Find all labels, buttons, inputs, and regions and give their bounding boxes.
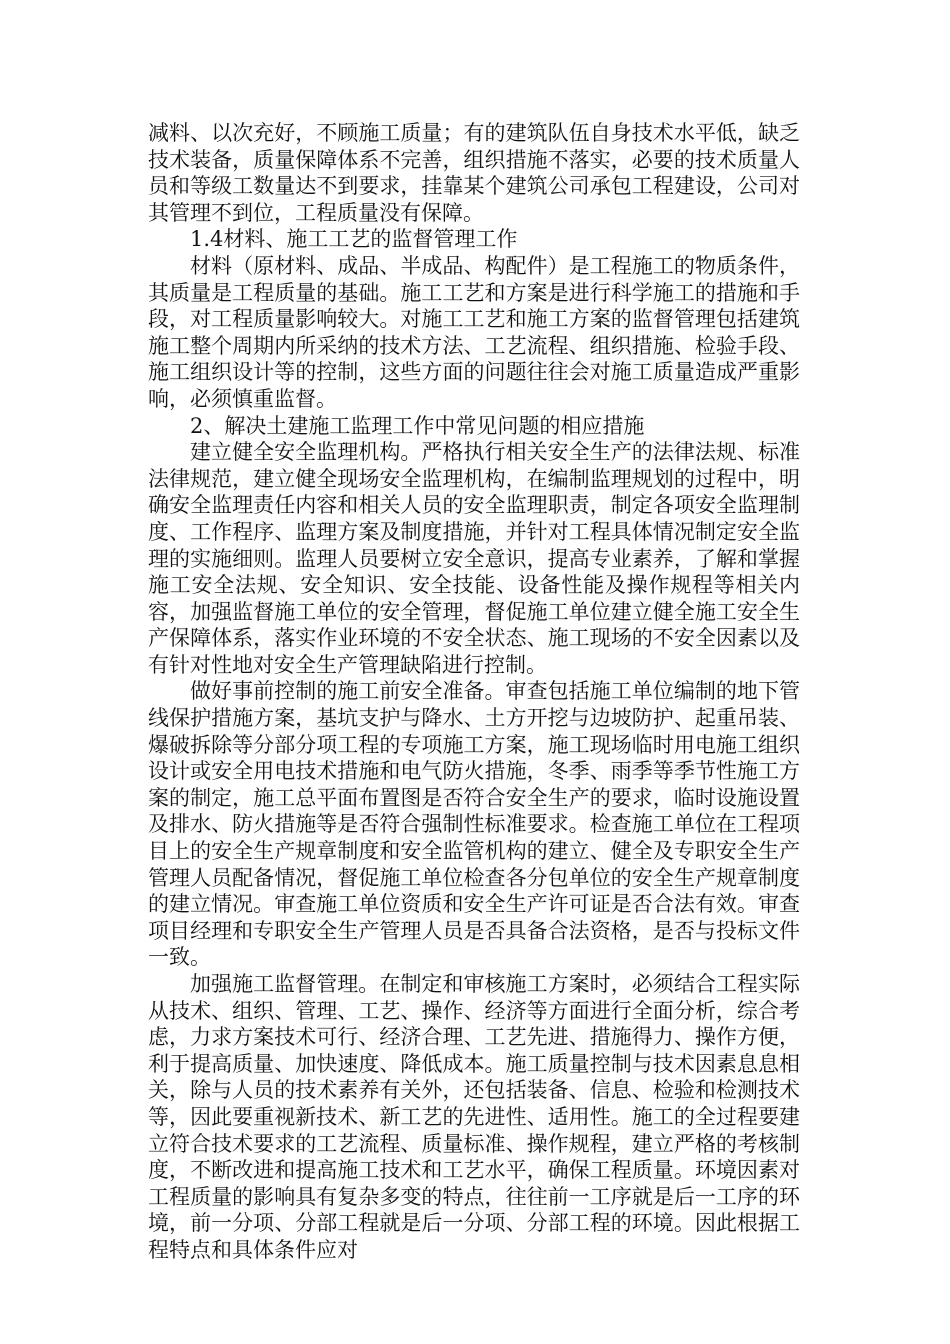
- paragraph-supervision: 加强施工监督管理。在制定和审核施工方案时，必须结合工程实际从技术、组织、管理、工艺、操作、经济等方面进行全面分析，综合考虑，力求方案技术可行、经济合理、工艺先进、措施得力、操作方便，利于提高质量、加快速度、降低成本。施工质量控制与技术因素息息相关，除与人员的技术素养有关外，还包括装备、信息、检验和检测技术等，因此要重视新技术、新工艺的先进性、适用性。施工的全过程要建立符合技术要求的工艺流程、质量标准、操作规程，建立严格的考核制度，不断改进和提高施工技术和工艺水平，确保工程质量。环境因素对工程质量的影响具有复杂多变的特点，往往前一工序就是后一工序的环境，前一分项、分部工程就是后一分项、分部工程的环境。因此根据工程特点和具体条件应对: [148, 972, 800, 1262]
- paragraph-continuation: 减料、以次充好，不顾施工质量；有的建筑队伍自身技术水平低，缺乏技术装备，质量保障体系不完善，组织措施不落实，必要的技术质量人员和等级工数量达不到要求，挂靠某个建筑公司承包工程建设，公司对其管理不到位，工程质量没有保障。: [148, 121, 800, 225]
- paragraph-materials: 材料（原材料、成品、半成品、构配件）是工程施工的物质条件，其质量是工程质量的基础。施工工艺和方案是进行科学施工的措施和手段，对工程质量影响较大。对施工工艺和施工方案的监督管理包括建筑施工整个周期内所采纳的技术方法、工艺流程、组织措施、检验手段、施工组织设计等的控制，这些方面的问题往往会对施工质量造成严重影响，必须慎重监督。: [148, 253, 800, 411]
- section-heading-1-4: 1.4材料、施工工艺的监督管理工作: [190, 227, 518, 252]
- paragraph-safety-organization: 建立健全安全监理机构。严格执行相关安全生产的法律法规、标准法律规范，建立健全现场安全监理机构，在编制监理规划的过程中，明确安全监理责任内容和相关人员的安全监理职责，制定各项安全监理制度、工作程序、监理方案及制度措施，并针对工程具体情况制定安全监理的实施细则。监理人员要树立安全意识，提高专业素养，了解和掌握施工安全法规、安全知识、安全技能、设备性能及操作规程等相关内容，加强监督施工单位的安全管理，督促施工单位建立健全施工安全生产保障体系，落实作业环境的不安全状态、施工现场的不安全因素以及有针对性地对安全生产管理缺陷进行控制。: [148, 440, 800, 677]
- section-heading-2: 2、解决土建施工监理工作中常见问题的相应措施: [190, 413, 645, 438]
- document-page: [148, 120, 800, 1264]
- paragraph-pre-construction: 做好事前控制的施工前安全准备。审查包括施工单位编制的地下管线保护措施方案，基坑支护与降水、土方开挖与边坡防护、起重吊装、爆破拆除等分部分项工程的专项施工方案，施工现场临时用电施工组织设计或安全用电技术措施和电气防火措施，冬季、雨季等季节性施工方案的制定，施工总平面布置图是否符合安全生产的要求，临时设施设置及排水、防火措施等是否符合强制性标准要求。检查施工单位在工程项目上的安全生产规章制度和安全监管机构的建立、健全及专职安全生产管理人员配备情况，督促施工单位检查各分包单位的安全生产规章制度的建立情况。审查施工单位资质和安全生产许可证是否合法有效。审查项目经理和专职安全生产管理人员是否具备合法资格，是否与投标文件一致。: [148, 679, 800, 970]
